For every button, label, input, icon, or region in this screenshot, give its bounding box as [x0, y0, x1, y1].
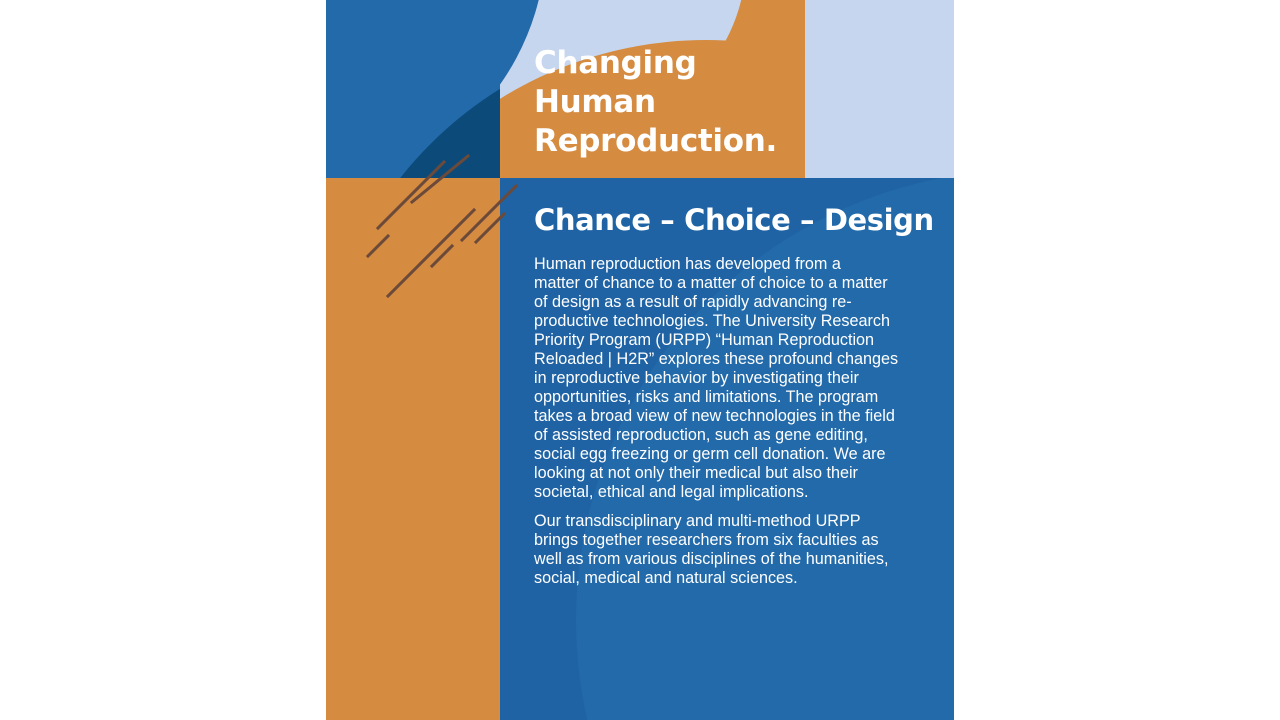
title-line: Changing: [534, 45, 697, 81]
text-line: productive technologies. The University Research: [534, 312, 891, 330]
text-line: social egg freezing or germ cell donation. We are: [534, 445, 886, 463]
text-line: takes a broad view of new technologies in the field: [534, 407, 895, 425]
text-line: in reproductive behavior by investigating their: [534, 369, 859, 387]
text-line: Human reproduction has developed from a: [534, 255, 841, 273]
left-orange-column: [326, 178, 500, 720]
text-line: Priority Program (URPP) “Human Reproduction: [534, 331, 875, 349]
text-line: societal, ethical and legal implications.: [534, 483, 809, 501]
paragraph-2: [534, 512, 939, 588]
title-line: Reproduction.: [534, 123, 777, 159]
text-line: matter of chance to a matter of choice to a matter: [534, 274, 888, 292]
body-text: [534, 255, 939, 598]
title-line: Human: [534, 84, 656, 120]
poster: [326, 0, 954, 720]
text-line: brings together researchers from six faculties as: [534, 531, 879, 549]
text-line: opportunities, risks and limitations. The program: [534, 388, 879, 406]
text-line: well as from various disciplines of the humanities,: [534, 550, 889, 568]
text-line: of design as a result of rapidly advancing re-: [534, 293, 852, 311]
text-line: social, medical and natural sciences.: [534, 569, 798, 587]
text-line: looking at not only their medical but also their: [534, 464, 858, 482]
text-line: of assisted reproduction, such as gene editing,: [534, 426, 868, 444]
paragraph-1: [534, 255, 939, 502]
text-line: Reloaded | H2R” explores these profound changes: [534, 350, 899, 368]
poster-subtitle: Chance – Choice – Design: [534, 203, 934, 237]
top-right-panel: [805, 0, 954, 178]
text-line: Our transdisciplinary and multi-method URPP: [534, 512, 861, 530]
poster-title: [534, 44, 777, 161]
